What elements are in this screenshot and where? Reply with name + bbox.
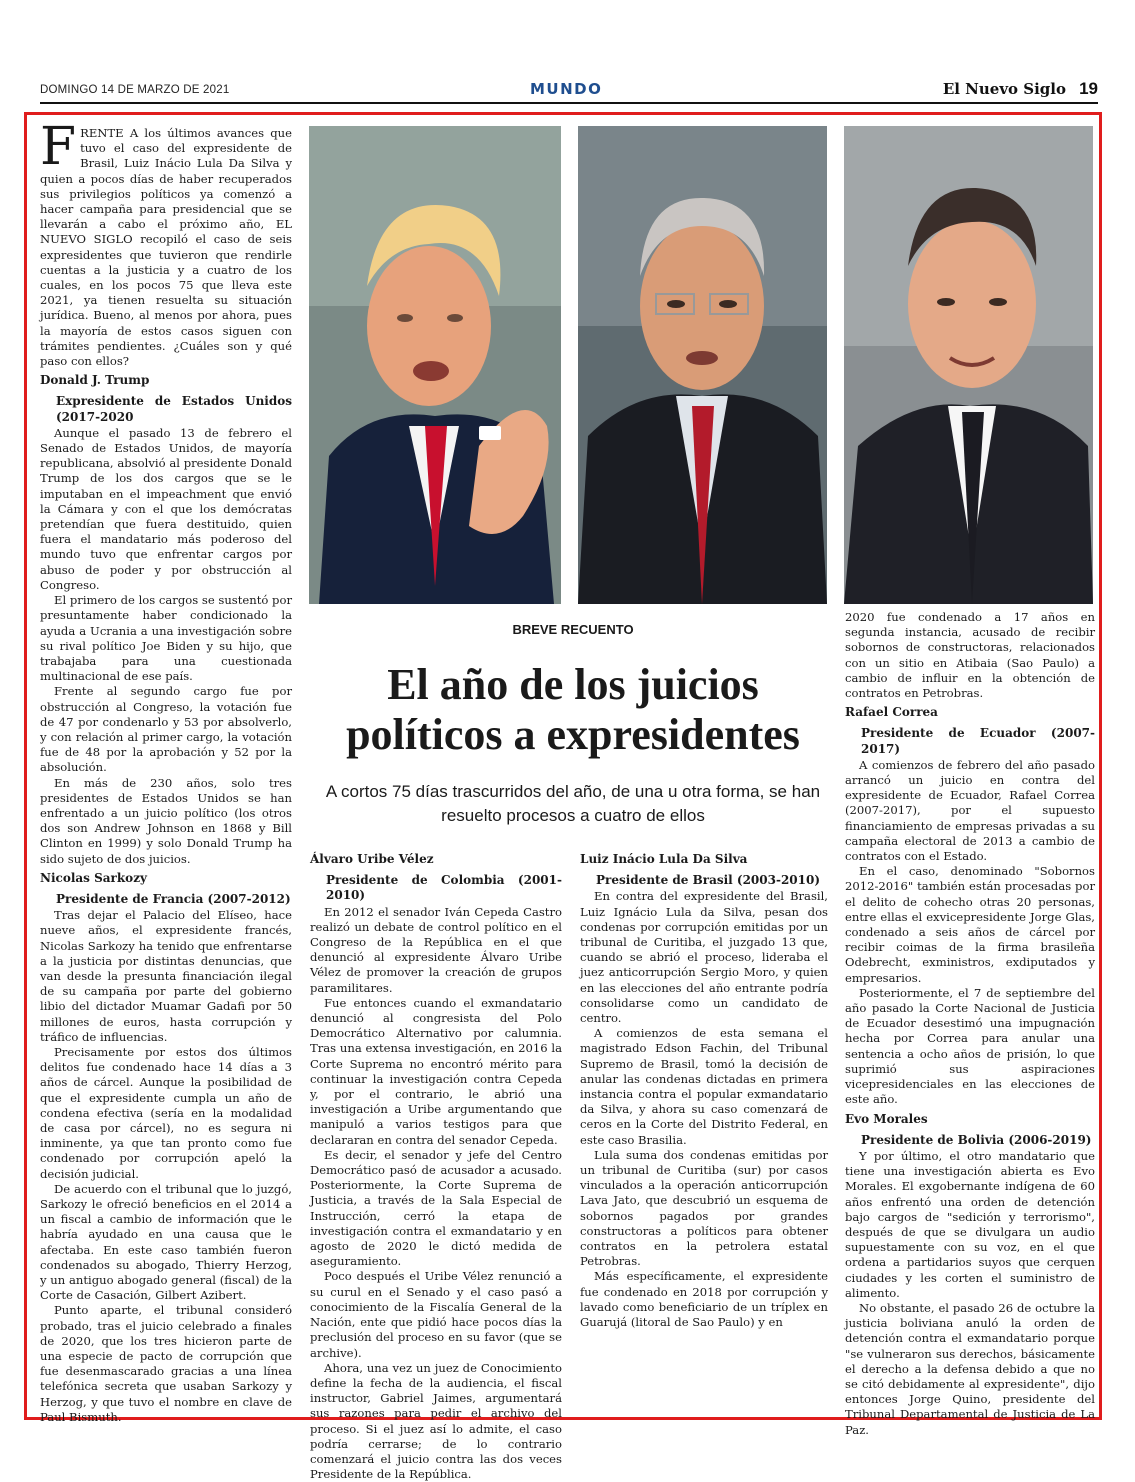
- deck: A cortos 75 días trascurridos del año, de una u otra forma, se han resuelto procesos a cuatro de ellos: [325, 782, 821, 825]
- sarkozy-name: Nicolas Sarkozy: [40, 870, 147, 885]
- morales-name: Evo Morales: [845, 1111, 928, 1126]
- column-1: [40, 117, 292, 1425]
- lula-paragraph-5: 2020 fue condenado a 17 años en segunda instancia, acusado de recibir sobornos de constructoras, relacionados con un sitio en Atibaia (Sao Paulo) a cambio de influir en la obtención de contratos en Petrobras.: [845, 610, 1095, 701]
- lula-paragraph-1: En contra del expresidente del Brasil, Luiz Ignácio Lula da Silva, pesan dos condenas por corrupción emitidas por un tribunal de Curitiba, el juzgado 13 que, cuando se abrió el proceso, lideraba el juez anticorrupción Sergio Moro, y quien en las elecciones del año entrante podría consolidarse como un candidato de centro.: [580, 889, 828, 1026]
- lula-paragraph-3: Lula suma dos condenas emitidas por un tribunal de Curitiba (sur) por casos vinculados a la operación anticorrupción Lava Jato, que descubrió un esquema de sobornos pagados por grandes constructoras a políticos para obtener contratos en la petrolera estatal Petrobras.: [580, 1147, 828, 1269]
- lead-caps: RENTE A: [80, 126, 139, 140]
- morales-paragraph-1: Y por último, el otro mandatario que tiene una investigación abierta es Evo Morales. El exgobernante indígena de 60 años enfrentó una orden de detención bajo cargos de "sedición y terrorismo", después de que se divulgara un audio supuestamente con su voz, en el que ordena a partidarios suyos que cerquen ciudades y les corten el suministro de alimento.: [845, 1148, 1095, 1300]
- column-3: [580, 848, 828, 1330]
- column-4: [845, 610, 1095, 1438]
- column-2: [310, 848, 562, 1482]
- uribe-paragraph-5: Ahora, una vez un juez de Conocimiento define la fecha de la audiencia, el fiscal instructor, Gabriel Jaimes, argumentará sus razones para pedir el archivo del proceso. Si el juez así lo admite, el caso podría cerrarse; de lo contrario comenzará el juicio contra las dos veces Presidente de la República.: [310, 1360, 562, 1482]
- photo-sarkozy: [844, 126, 1093, 604]
- trump-paragraph-3: Frente al segundo cargo fue por obstrucción al Congreso, la votación fue de 47 por condenarlo y 53 por absolverlo, y con relación al primer cargo, la votación fue de 48 por la aprobación y 52 por la absolución.: [40, 684, 292, 775]
- lula-title: Presidente de Brasil (2003-2010): [596, 873, 821, 888]
- trump-paragraph-1: Aunque el pasado 13 de febrero el Senado de Estados Unidos, de mayoría republicana, absolvió al presidente Donald Trump de los dos cargos que se le imputaban en el impeachment que envió la Cámara y con el que los demócratas pretendían que fuera destituido, quien fuera el mandatario más poderoso del mundo tuvo que enfrentar cargos por abuso de poder y por obstrucción al Congreso.: [40, 425, 292, 592]
- page-number: 19: [1079, 79, 1098, 98]
- uribe-paragraph-2: Fue entonces cuando el exmandatario denunció al congresista del Polo Democrático Alternativo por calumnia. Tras una extensa investigación, en 2016 la Corte Suprema no encontró mérito para continuar la investigación contra Cepeda y, por el contrario, le abrió una investigación a Uribe argumentando que manipuló a varios testigos para que declararan en contra del senador Cepeda.: [310, 995, 562, 1147]
- correa-paragraph-1: A comienzos de febrero del año pasado arrancó un juicio en contra del expresidente de Ecuador, Rafael Correa (2007-2017), por el supuesto financiamiento de empresas privadas a su campaña electoral de 2013 a cambio de contratos con el Estado.: [845, 757, 1095, 864]
- lula-name: Luiz Inácio Lula Da Silva: [580, 852, 748, 866]
- newspaper-name: El Nuevo Siglo: [942, 80, 1066, 98]
- drop-cap: F: [40, 117, 77, 177]
- trump-paragraph-2: El primero de los cargos se sustentó por presuntamente haber condicionado la ayuda a Ucrania a una investigación sobre su rival político Joe Biden y su hijo, que trabajaba para una cuestionada multinacional de ese país.: [40, 593, 292, 684]
- sarkozy-paragraph-3: De acuerdo con el tribunal que lo juzgó, Sarkozy le ofreció beneficios en el 2014 a un fiscal a cambio de información que le habría ayudado en una causa que le afectaba. En este caso también fueron condenados su abogado, Thierry Herzog, y un antiguo abogado general (fiscal) de la Corte de Casación, Gilbert Azibert.: [40, 1181, 292, 1303]
- issue-date: DOMINGO 14 DE MARZO DE 2021: [40, 84, 230, 96]
- trump-title: Expresidente de Estados Unidos (2017-2020: [56, 394, 292, 424]
- uribe-name: Álvaro Uribe Vélez: [310, 852, 434, 866]
- lead-text: los últimos avances que tuvo el caso del expresidente de Brasil, Luiz Inácio Lula Da Silva y quien a pocos días de haber recuperados sus privilegios políticos ya comenzó a hacer campaña para presidencial que se llevarán a cabo el próximo año, EL NUEVO SIGLO recopiló el caso de seis expresidentes que tuvieron que rendirle cuentas a la justicia y a cuatro de los cuales, en los pocos 75 que lleva este 2021, ya tienen resuelta su situación jurídica. Bueno, al menos por ahora, pues la mayoría de estos casos siguen con trámites pendientes. ¿Cuáles son y qué paso con ellos?: [40, 126, 292, 369]
- correa-paragraph-2: En el caso, denominado "Sobornos 2012-2016" también están procesadas por el delito de cohecho otras 20 personas, entre ellas el exvicepresidente Jorge Glas, condenado a seis años de cárcel por recibir coimas de la firma brasileña Odebrecht, exministros, exdiputados y empresarios.: [845, 864, 1095, 985]
- uribe-paragraph-3: Es decir, el senador y jefe del Centro Democrático pasó de acusador a acusado. Posteriormente, la Corte Suprema de Justicia, a través de la Sala Especial de Instrucción, cerró la etapa de investigación contra el exmandatario y en agosto de 2020 le dictó medida de aseguramiento.: [310, 1147, 562, 1269]
- lead-paragraph: [40, 117, 292, 369]
- trump-name: Donald J. Trump: [40, 373, 150, 388]
- headline: El año de los juicios políticos a expresidentes: [346, 660, 800, 759]
- correa-paragraph-3: Posteriormente, el 7 de septiembre del año pasado la Corte Nacional de Justicia de Ecuador desestimó una impugnación hecha por Correa para anular una sentencia a ocho años de prisión, lo que suprimió sus aspiraciones vicepresidenciales en las elecciones de este año.: [845, 985, 1095, 1107]
- uribe-paragraph-1: En 2012 el senador Iván Cepeda Castro realizó un debate de control político en el Congreso de la República en el que denunció al expresidente Álvaro Uribe Vélez de promover la creación de grupos paramilitares.: [310, 904, 562, 995]
- correa-title: Presidente de Ecuador (2007-2017): [861, 726, 1095, 756]
- section-name: MUNDO: [530, 80, 603, 98]
- masthead-rule: [40, 102, 1098, 104]
- photo-uribe: [578, 126, 827, 604]
- sarkozy-title: Presidente de Francia (2007-2012): [56, 891, 291, 906]
- correa-name: Rafael Correa: [845, 705, 938, 720]
- morales-paragraph-2: No obstante, el pasado 26 de octubre la justicia boliviana anuló la orden de detención contra el exmandatario porque "se vulneraron sus derechos, básicamente el derecho a la defensa debido a que no se citó debidamente al expresidente", dijo entonces Jorge Quino, presidente del Tribunal Departamental de Justicia de La Paz.: [845, 1300, 1095, 1437]
- kicker: BREVE RECUENTO: [512, 622, 634, 637]
- lula-paragraph-4: Más específicamente, el expresidente fue condenado en 2018 por corrupción y lavado como beneficiario de un tríplex en Guarujá (litoral de Sao Paulo) y en: [580, 1269, 828, 1330]
- photo-trump: [309, 126, 561, 604]
- sarkozy-paragraph-1: Tras dejar el Palacio del Elíseo, hace nueve años, el expresidente francés, Nicolas Sarkozy ha tenido que enfrentarse a la justicia por distintas denuncias, que van desde la presunta financiación ilegal de su campaña por parte del gobierno libio del dictador Muamar Gadafi por 50 millones de euros, hasta corrupción y tráfico de influencias.: [40, 908, 292, 1044]
- uribe-paragraph-4: Poco después el Uribe Vélez renunció a su curul en el Senado y el caso pasó a conocimiento de la Fiscalía General de la Nación, ente que pidió hace pocos días la preclusión del proceso en su favor (que se archive).: [310, 1269, 562, 1360]
- masthead: [40, 78, 1098, 104]
- uribe-title: Presidente de Colombia (2001-2010): [326, 873, 562, 903]
- trump-paragraph-4: En más de 230 años, solo tres presidentes de Estados Unidos se han enfrentado a un juicio político (los otros dos son Andrew Johnson en 1868 y Bill Clinton en 1999) y solo Donald Trump ha sido sujeto de dos juicios.: [40, 775, 292, 866]
- sarkozy-paragraph-4: Punto aparte, el tribunal consideró probado, tras el juicio celebrado a finales de 2020, que los tres hicieron parte de una especie de pacto de corrupción que fue desenmascarado gracias a una línea telefónica secreta que usaban Sarkozy y Herzog, y que tuvo el nombre en clave de Paul Bismuth.: [40, 1303, 292, 1424]
- morales-title: Presidente de Bolivia (2006-2019): [861, 1132, 1092, 1147]
- lula-paragraph-2: A comienzos de esta semana el magistrado Edson Fachin, del Tribunal Supremo de Brasil, tomó la decisión de anular las condenas dictadas en primera instancia contra el popular exmandatario da Silva, y ahora su caso comenzará de ceros en la Corte del Distrito Federal, en este caso Brasilia.: [580, 1026, 828, 1147]
- sarkozy-paragraph-2: Precisamente por estos dos últimos delitos fue condenado hace 14 días a 3 años de cárcel. Aunque la posibilidad de que el expresidente cumpla un año de condena efectiva (sería en la modalidad de casa por cárcel), no es segura ni inminente, ya que tan pronto como fue condenado por corrupción apeló la decisión judicial.: [40, 1044, 292, 1181]
